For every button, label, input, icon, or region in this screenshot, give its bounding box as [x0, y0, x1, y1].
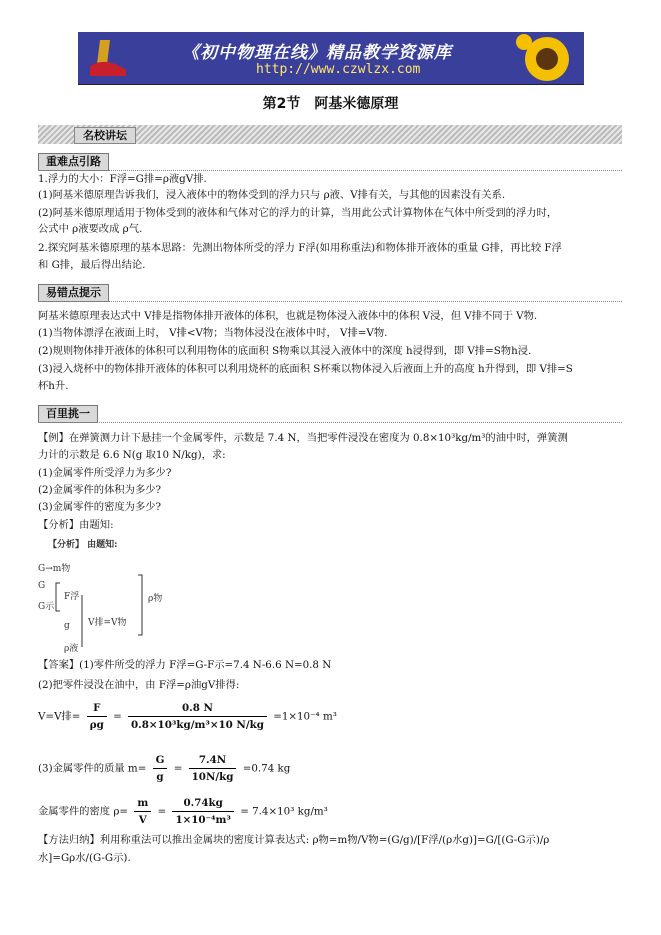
eq-text: =: [113, 710, 122, 723]
text-line: (2)规则物体排开液体的体积可以利用物体的底面积 S物乘以其浸入液体中的深度 h浸得到，即 V排=S物h浸.: [38, 345, 532, 357]
text-line: (3)浸入烧杯中的物体排开液体的体积可以利用烧杯的底面积 S杯乘以物体浸入后液面上升的高度 h升得到，即 V排=S: [38, 363, 573, 375]
text-line: 【例】在弹簧测力计下悬挂一个金属零件，示数是 7.4 N，当把零件浸没在密度为 0.8×10³kg/m³的油中时，弹簧测: [38, 432, 568, 444]
fraction: $\frac{G}{g}$: [153, 752, 168, 785]
text-line: 【分析】由题知:: [38, 519, 114, 531]
equation-volume: [38, 700, 337, 733]
eq-text: 金属零件的密度 ρ=: [38, 805, 129, 818]
text-line: 杯h升.: [38, 380, 69, 392]
text-line: 力计的示数是 6.6 N(g 取10 N/kg)，求:: [38, 449, 226, 461]
diagram-label: ρ液: [64, 644, 79, 654]
eq-text: =: [173, 762, 183, 775]
text-line: (2)金属零件的体积为多少?: [38, 484, 162, 496]
text-line: 和 G排，最后得出结论.: [38, 259, 146, 271]
text-line: 阿基米德原理表达式中 V排是指物体排开液体的体积，也就是物体浸入液体中的体积 V浸，但 V排不同于 V物.: [38, 310, 538, 322]
text-line: (3)金属零件的密度为多少?: [38, 501, 162, 513]
analysis-diagram: [38, 535, 188, 655]
fraction: $\frac{7.4N}{10N/kg}$: [189, 752, 237, 785]
diagram-brackets: [38, 535, 188, 655]
text-line: 1.浮力的大小：F浮=G排=ρ液gV排.: [38, 173, 207, 185]
eq-text: = 7.4×10³ kg/m³: [240, 805, 328, 818]
diagram-label: G: [38, 581, 46, 591]
text-line: (1)当物体漂浮在液面上时， V排<V物；当物体浸没在液体中时， V排=V物.: [38, 327, 388, 339]
header-banner: [78, 32, 584, 85]
text-line: 公式中 ρ液要改成 ρ气.: [38, 223, 143, 235]
page-title: 第2节 阿基米德原理: [262, 96, 399, 112]
text-line: 水]=Gρ水/(G-G示).: [38, 852, 131, 864]
diagram-label: ρ物: [148, 594, 163, 604]
eq-text: =1×10⁻⁴ m³: [273, 710, 337, 723]
sunflower-icon: [516, 34, 578, 84]
fraction: $\frac{0.74kg}{\text{1×10⁻⁴m³}}$: [172, 795, 233, 828]
text-line: (2)阿基米德原理适用于物体受到的液体和气体对它的浮力的计算，当用此公式计算物体在气体中所受到的浮力时，: [38, 207, 558, 219]
text-line: 【方法归纳】利用称重法可以推出金属块的密度计算表达式: ρ物=m物/V物=(G/g)/[F浮/(ρ水g)]=G/[(G-G示)/ρ: [38, 834, 550, 846]
section-header: [38, 125, 622, 144]
diagram-label: g: [64, 621, 70, 631]
eq-text: V=V排=: [38, 710, 81, 723]
diagram-label: F浮: [64, 592, 80, 602]
diagram-label: G示: [38, 602, 55, 612]
fraction: $\frac{0.8 N}{\text{0.8×10³kg/m³×10 N/kg}}$: [128, 700, 267, 733]
divider: [38, 422, 622, 423]
tag-challenge: 百里挑一: [38, 405, 98, 423]
text-line: 2.探究阿基米德原理的基本思路：先测出物体所受的浮力 F浮(如用称重法)和物体排开液体的重量 G排，再比较 F浮: [38, 242, 562, 254]
section-label: 名校讲坛: [74, 127, 136, 144]
diagram-label: G→m物: [38, 564, 71, 574]
equation-mass: [38, 752, 290, 785]
eq-text: =0.74 kg: [242, 762, 291, 775]
text-line: (2)把零件浸没在油中，由 F浮=ρ油gV排得:: [38, 679, 240, 691]
diagram-label: V排=V物: [88, 618, 127, 628]
tag-pitfalls: 易错点提示: [38, 284, 109, 302]
equation-density: [38, 795, 328, 828]
text-line: (1)阿基米德原理告诉我们，浸入液体中的物体受到的浮力只与 ρ液、V排有关，与其他的因素没有关系.: [38, 189, 506, 201]
divider: [38, 301, 622, 302]
tag-key-points: 重难点引路: [38, 153, 109, 171]
logo-icon: [86, 36, 130, 80]
banner-title: 《初中物理在线》精品教学资源库: [182, 43, 452, 63]
text-line: (1)金属零件所受浮力为多少?: [38, 467, 172, 479]
fraction: $\frac{m}{V}$: [134, 795, 151, 828]
eq-text: (3)金属零件的质量 m=: [38, 762, 147, 775]
banner-url[interactable]: http://www.czwlzx.com: [256, 62, 421, 77]
diagram-title: 【分析】 由题知:: [48, 540, 118, 550]
text-line: 【答案】(1)零件所受的浮力 F浮=G-F示=7.4 N-6.6 N=0.8 N: [38, 659, 332, 671]
fraction: $\frac{F}{\rho g}$: [87, 700, 107, 733]
eq-text: =: [157, 805, 167, 818]
